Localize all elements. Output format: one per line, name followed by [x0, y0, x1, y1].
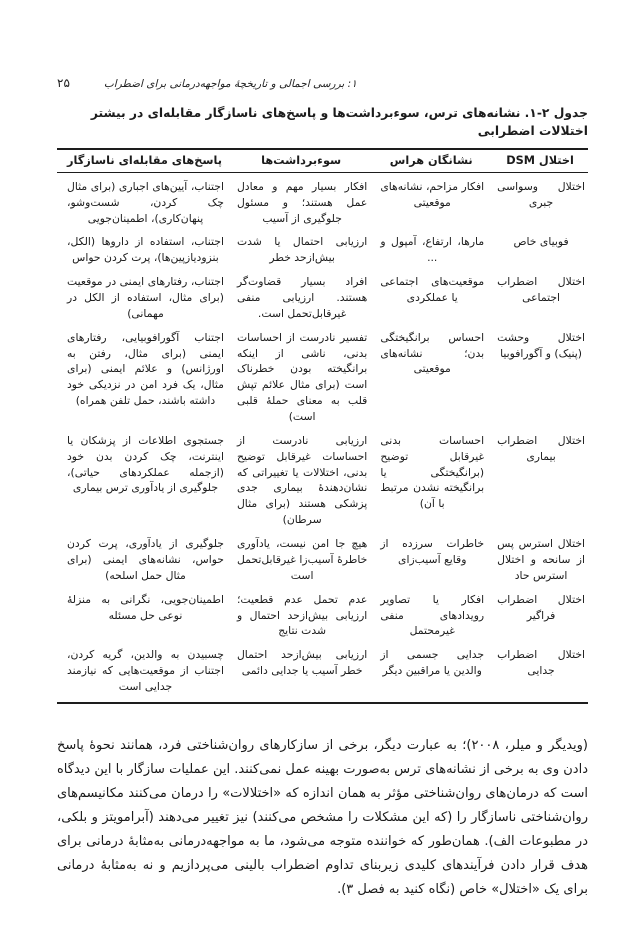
table-row [57, 532, 588, 588]
cell-maladaptive-responses: جلوگیری از یادآوری، پرت کردن حواس، نشانه‌های ایمنی (برای مثال حمل اسلحه) [67, 537, 224, 582]
cell-maladaptive-responses: اطمینان‌جویی، نگرانی به منزلهٔ نوعی حل مسئله [67, 592, 224, 622]
cell-misinterpretations: افکار بسیار مهم و معادل عمل هستند؛ و مسئول جلوگیری از آسیب [236, 179, 368, 225]
page-header [57, 76, 588, 90]
cell-disorder: فوبیای خاص [513, 235, 569, 249]
body-paragraph: (ویدیگر و میلر، ۲۰۰۸)؛ به عبارت دیگر، برخی از سازکارهای روان‌شناختی فرد، همانند نحوهٔ پاسخ دادن وی به برخی از نشانه‌های ترس به‌صورت بهینه عمل نمی‌کنند. این عملیات سازگار با این دیدگاه است که درمان‌های روان‌شناختی مؤثر به همان اندازه که «اختلالات» را درمان می‌کنند مکانیسم‌های روان‌شناختی ناسازگار را (که این مشکلات را مشخص می‌کنند) نیز تغییر می‌دهند (آبرامویتز و بلکی، در مطبوعات الف). همان‌طور که خواننده متوجه می‌شود، ما به مواجهه‌درمانی به‌مثابهٔ درمانی برای هدف قرار دادن فرآیندهای کلیدی زیربنای تداوم اضطراب بالینی می‌پردازیم و نه به‌مثابهٔ درمانی برای یک «اختلال» خاص (نگاه کنید به فصل ۳). [57, 737, 588, 897]
cell-disorder: اختلال اضطراب بیماری [497, 433, 585, 463]
table-row [57, 588, 588, 644]
cell-fear-cues: افکار مزاحم، نشانه‌های موقعیتی [380, 179, 485, 209]
cell-disorder: اختلال اضطراب فراگیر [497, 592, 585, 622]
table-body [57, 172, 588, 702]
cell-maladaptive-responses: اجتناب، استفاده از داروها (الکل، بنزودیازپین‌ها)، پرت کردن حواس [67, 235, 224, 265]
table-row [57, 643, 588, 703]
cell-misinterpretations: افراد بسیار قضاوت‌گر هستند. ارزیابی منفی غیرقابل‌تحمل است. [236, 275, 368, 320]
col-header-maladaptive-responses: پاسخ‌های مقابله‌ای ناسازگار [57, 149, 227, 173]
table-head [57, 149, 588, 173]
cell-misinterpretations: عدم تحمل عدم قطعیت؛ ارزیابی بیش‌ازحد احتمال و شدت نتایج [236, 592, 368, 638]
table-row [57, 270, 588, 326]
cell-fear-cues: جدایی جسمی از والدین یا مراقبین دیگر [380, 648, 485, 678]
cell-misinterpretations: هیچ جا امن نیست، یادآوری خاطرهٔ آسیب‌زا غیرقابل‌تحمل است [236, 537, 368, 582]
cell-misinterpretations: ارزیابی نادرست از احساسات غیرقابل توضیح بدنی، اختلالات یا تغییراتی که نشان‌دهندهٔ بیماری جدی پزشکی هستند (برای مثال سرطان) [236, 433, 368, 527]
cell-maladaptive-responses: اجتناب آگورافوبیایی، رفتارهای ایمنی (برای مثال، رفتن به اورژانس) و علائم ایمنی (برای مثال، یک فرد امن در نزدیکی خود داشته باشند، حمل تلفن همراه) [67, 330, 224, 408]
cell-disorder: اختلال استرس پس از سانحه و اختلال استرس حاد [497, 537, 585, 582]
table-row [57, 230, 588, 270]
cell-misinterpretations: ارزیابی بیش‌ازحد احتمال خطر آسیب یا جدایی دائمی [236, 648, 368, 678]
cell-maladaptive-responses: چسبیدن به والدین، گریه کردن، اجتناب از موقعیت‌هایی که نیازمند جدایی است [67, 648, 224, 693]
anxiety-disorders-table [57, 148, 588, 704]
cell-disorder: اختلال وحشت (پنیک) و آگورافوبیا [497, 330, 585, 360]
running-head: ۱: بررسی اجمالی و تاریخچهٔ مواجهه‌درمانی برای اضطراب [103, 78, 357, 90]
cell-fear-cues: موقعیت‌های اجتماعی یا عملکردی [380, 275, 485, 305]
cell-maladaptive-responses: اجتناب، رفتارهای ایمنی در موقعیت (برای مثال، استفاده از الکل در مهمانی) [67, 275, 224, 320]
cell-maladaptive-responses: اجتناب، آیین‌های اجباری (برای مثال چک کردن، شست‌وشو، پنهان‌کاری)، اطمینان‌جویی [67, 179, 224, 225]
cell-fear-cues: افکار یا تصاویر رویدادهای منفی غیرمحتمل [380, 592, 485, 638]
cell-disorder: اختلال اضطراب اجتماعی [497, 275, 585, 305]
col-header-misinterpretations: سوءبرداشت‌ها [227, 149, 370, 173]
cell-fear-cues: احساس برانگیختگی بدن؛ نشانه‌های موقعیتی [380, 330, 485, 376]
table-row [57, 429, 588, 532]
table-caption: جدول ۲-۱. نشانه‌های ترس، سوءبرداشت‌ها و پاسخ‌های ناسازگار مقابله‌ای در بیشتر اختلالات اضطرابی [90, 106, 588, 139]
cell-disorder: اختلال اضطراب جدایی [497, 648, 585, 678]
cell-misinterpretations: ارزیابی احتمال یا شدت بیش‌ازحد خطر [236, 235, 368, 265]
cell-fear-cues: مارها، ارتفاع، آمپول و ... [380, 235, 485, 265]
cell-fear-cues: خاطرات سرزده از وقایع آسیب‌زای [380, 537, 485, 566]
header-row [57, 149, 588, 173]
cell-misinterpretations: تفسیر نادرست از احساسات بدنی، ناشی از اینکه برانگیخته بودن خطرناک است (برای مثال علائم تپش قلب به معنای حملهٔ قلبی است) [236, 330, 368, 424]
col-header-dsm-disorder: اختلال DSM [487, 149, 588, 173]
table-row [57, 326, 588, 429]
col-header-fear-cues: نشانگان هراس [370, 149, 487, 173]
page-number: ۲۵ [57, 76, 70, 90]
cell-fear-cues: احساسات بدنی غیرقابل توضیح (برانگیختگی یا برانگیخته نشدن مرتبط با آن) [380, 433, 485, 511]
cell-disorder: اختلال وسواسی جبری [497, 179, 585, 209]
table-row [57, 172, 588, 230]
cell-maladaptive-responses: جستجوی اطلاعات از پزشکان یا اینترنت، چک کردن بدن خود (ازجمله عملکردهای حیاتی)، جلوگیری از یادآوری ترس بیماری [67, 433, 224, 495]
